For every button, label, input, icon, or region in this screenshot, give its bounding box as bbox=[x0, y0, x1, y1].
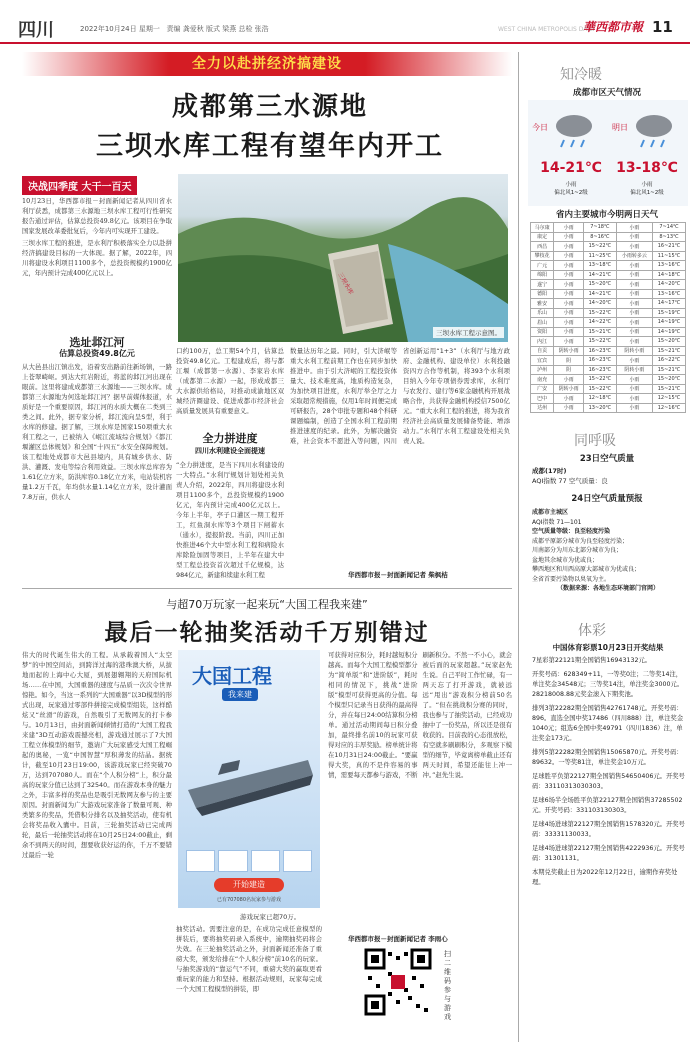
city-weather-cell: 15~21℃ bbox=[653, 365, 686, 375]
city-weather-cell: 眉山 bbox=[531, 318, 554, 328]
city-weather-cell: 14~20℃ bbox=[583, 299, 616, 309]
city-weather-cell: 15~19℃ bbox=[653, 308, 686, 318]
headline-line2: 三坝水库工程有望年内开工 bbox=[96, 131, 444, 162]
city-weather-cell: 达州 bbox=[531, 403, 554, 413]
city-weather-cell: 马尔康 bbox=[531, 223, 554, 233]
section-name: 四川 bbox=[18, 20, 54, 41]
city-weather-row bbox=[531, 365, 686, 375]
reservoir-image bbox=[178, 174, 508, 342]
lead-paragraph: 10月23日，华西都市报－封面新闻记者从四川省水利厅获悉，成都第三水源地三坝水库工程可行性研究报告通过评估，估算总投资49.8亿元。该项目在争取国家发展改革委批复后，今年内可实现开工建设。 三坝水库工程的推进，是水利厅积极落实全力以赴拼经济搞建设目标的一大体现。据了解，2022年，四川将建设水利项目1100多个，总投资规模约1900亿元，年内预计完成400亿元以上。 bbox=[22, 197, 172, 277]
city-weather-cell: 小雨 bbox=[616, 261, 652, 271]
article2-kicker: 与超70万玩家一起来玩“大国工程我来建” bbox=[166, 598, 368, 611]
subheading-2b: 四川水利建设全面提速 bbox=[195, 447, 265, 455]
city-weather-cell: 南充 bbox=[531, 375, 554, 385]
city-weather-cell: 内江 bbox=[531, 337, 554, 347]
city-weather-cell: 小雨 bbox=[616, 384, 652, 394]
city-weather-cell: 14~21℃ bbox=[583, 289, 616, 299]
article2-headline: 最后一轮抽奖活动千万别错过 bbox=[104, 619, 430, 646]
city-table-title: 省内主要城市今明两日天气 bbox=[555, 210, 658, 220]
article1-col1: 从大邑县出江镇出发，沿着安出路前往新场镇，一路上苍翠崎岖。到达大红岩附近，将蓝的邶江河出现在眼前。这里将建成成都第三水源地——三坝水库。成都第三水源地为何选址邶江河？据早前媒体报道，水质好是一个重要原因，邶江河的水质大概在二类到三类之间。此外，据专家分析，邶江流向呈S型，利于水库的修建。据了解，三坝水库是国家150项重大水利工程之一，已被纳入《岷江流域综合规划》《都江堰灌区总体规划》和全国“十四五”水安全保障规划。该工程地处成都市大邑县境内，具有城乡供水、防洪、灌溉、发电等综合利用效益。三坝水库总库容为1.61亿立方米，防洪库容0.18亿立方米，电站装机容量1.2万千瓦，年均供水量1.14亿立方米，设计灌面7.8万亩，供水人 bbox=[22, 363, 172, 501]
city-weather-cell: 13~16℃ bbox=[653, 289, 686, 299]
city-weather-row bbox=[531, 232, 686, 242]
city-weather-cell: 15~22℃ bbox=[583, 384, 616, 394]
air-title-2: 24日空气质量预报 bbox=[571, 494, 643, 504]
article2-col1: 伟大的时代诞生伟大的工程。从承载着国人“太空梦”的中国空间站，到跨洋过海的港珠澳大桥，从拔地而起的上海中心大厦，到展翅翱翔的天府国际机场……在中国，大国重器的速度与品质一次次令世界惊艳。如今，当这一系列的“大国重器”以3D模型的形式出现，玩家通过零部件拼接完成模型组装，这样酷炫又“丝滑”的游戏，自然吸引了无数网友的打卡参与。10月13日，由封面新闻倾情打造的“大国工程我来建”3D互动游戏震撼亮相，游戏通过展示了7大国工程立体模型的细节，邀请广大玩家感受大国工程崛起的奥秘，一览“中国智慧”厚积薄发的结晶。据统计，截至10月23日19:00，该游戏玩家已经突破70万，达到707080人。而在“个人积分榜”上，积分最高的玩家分值已达到了32540。而在游戏本身的魅力之外，丰富多样的奖品也是吸引无数网友参与的主要原因。封面新闻为广大游戏玩家准备了数量可观、种类繁多的奖品，凭借积分排名以及抽奖活动，使有机会将奖品收入囊中。目前，三轮抽奖活动已完成两轮，最后一轮抽奖活动将在10月25日24:00截止，剩余不到两天的时间，想要收获好运的你，千万不要错过最后一轮 bbox=[22, 651, 172, 859]
city-weather-cell: 小雨 bbox=[554, 289, 584, 299]
city-weather-cell: 阴转小雨 bbox=[616, 346, 652, 356]
rain-cloud-icon bbox=[630, 110, 678, 150]
city-weather-cell: 阴 bbox=[554, 356, 584, 366]
subheading-2: 全力拼进度 bbox=[202, 432, 258, 445]
city-weather-cell: 16~21℃ bbox=[653, 242, 686, 252]
paper-english-name: WEST CHINA METROPOLIS DAILY bbox=[498, 26, 596, 33]
city-weather-cell: 14~20℃ bbox=[653, 280, 686, 290]
article2-col3: 可获得对应积分，耗时越短积分越高。而每个大国工程模型都分为“简单版”和“进阶版”，耗时相同的情况下，挑战“进阶版”模型可获得更高的分值。每个模型只记录当日获得的最高得分，并在每日24:00结算积分榜单。通过活动期间每日积分叠加，最终排名前10的玩家可获得对应的丰厚奖励。榜单统计将在10月31日24:00截止。“要赢得大奖，真的不是件容易的事情，需要每天都参与游戏，不断刷新积分。不然一不小心，就会被后面的玩家超越。”玩家赵先生说。自己平时工作忙碌，有一两天忘了打开游戏，就被远远“甩出”游戏积分榜前50名了。“但在挑战积分赛的同时，我也参与了抽奖活动，已经成功抽中了一份奖品，所以还是很有收获的。目前我的心态很放松，有空就多刷刷积分，多观察下模型的细节，毕竟离榜单截止还有两天时间，希望还能往上冲一冲。”赵先生说。 bbox=[328, 651, 512, 779]
article1-byline: 华西都市报－封面新闻记者 柴枫桔 bbox=[348, 571, 448, 579]
weather-title: 成都市区天气情况 bbox=[572, 88, 641, 98]
city-weather-cell: 16~23℃ bbox=[583, 365, 616, 375]
city-weather-cell: 14~19℃ bbox=[653, 318, 686, 328]
city-weather-cell: 小雨 bbox=[554, 251, 584, 261]
city-weather-cell: 小雨 bbox=[616, 289, 652, 299]
city-weather-cell: 阴转小雨 bbox=[616, 365, 652, 375]
section-tag: 决战四季度 大干一百天 bbox=[22, 176, 137, 195]
city-weather-cell: 8~16℃ bbox=[583, 232, 616, 242]
city-weather-cell: 康定 bbox=[531, 232, 554, 242]
city-weather-cell: 16~22℃ bbox=[653, 356, 686, 366]
city-weather-cell: 14~22℃ bbox=[583, 318, 616, 328]
divider bbox=[22, 588, 512, 589]
lottery-item: 足球6场半全场胜平负第22127期全国销售37285502元。开奖号码：331103130303。 bbox=[532, 797, 683, 814]
city-weather-cell: 德阳 bbox=[531, 289, 554, 299]
tomorrow-desc: 小雨 bbox=[641, 182, 653, 188]
city-weather-cell: 小雨 bbox=[616, 327, 652, 337]
city-weather-cell: 小雨 bbox=[554, 337, 584, 347]
page-number: 11 bbox=[652, 18, 673, 36]
city-weather-cell: 广安 bbox=[531, 384, 554, 394]
city-weather-row bbox=[531, 242, 686, 252]
city-weather-row bbox=[531, 337, 686, 347]
page-header bbox=[0, 0, 690, 44]
city-weather-cell: 11~15℃ bbox=[653, 251, 686, 261]
headline-line1: 成都第三水源地 bbox=[171, 92, 368, 122]
city-weather-cell: 14~19℃ bbox=[653, 327, 686, 337]
city-weather-row bbox=[531, 346, 686, 356]
city-weather-cell: 小雨 bbox=[616, 308, 652, 318]
city-weather-cell: 小雨 bbox=[554, 261, 584, 271]
city-weather-cell: 阴转小雨 bbox=[554, 346, 584, 356]
game-subtitle: 我来建 bbox=[222, 688, 258, 701]
rain-cloud-icon bbox=[550, 110, 598, 150]
city-weather-row bbox=[531, 403, 686, 413]
city-weather-cell: 15~21℃ bbox=[583, 327, 616, 337]
city-weather-cell: 15~21℃ bbox=[653, 346, 686, 356]
game-screenshot bbox=[178, 650, 320, 908]
date-line: 2022年10月24日 星期一 责编 龚爱秋 版式 梁燕 总检 张浩 bbox=[80, 25, 269, 33]
article2-col2: 抽奖活动。需要注意的是，在成功完成任意模型的拼装后，要将抽奖码录入系统中，逾期抽奖码将会失效。在三轮抽奖活动之外，封面新闻还准备了重磅大奖，颁发给排在“个人积分榜”前10名的玩家。与抽奖游戏的“靠运气”不同，重磅大奖的赢取更看重玩家的能力和坚持。根据活动规则，玩家每完成一个大国工程模型的拼装，即 bbox=[176, 925, 322, 993]
city-weather-cell: 小雨 bbox=[554, 299, 584, 309]
city-weather-row bbox=[531, 356, 686, 366]
lottery-item: 足球4场进球第22127期全国销售1578320元。开奖号码：33331130033。 bbox=[532, 821, 685, 838]
city-weather-cell: 广元 bbox=[531, 261, 554, 271]
dam-sign-text: 三坝水库 bbox=[336, 271, 355, 296]
city-weather-cell: 15~22℃ bbox=[583, 242, 616, 252]
air-city: 成都(17时) bbox=[532, 467, 567, 475]
city-weather-row bbox=[531, 289, 686, 299]
city-weather-cell: 12~15℃ bbox=[653, 394, 686, 404]
qr-code[interactable] bbox=[364, 948, 432, 1016]
today-desc: 小雨 bbox=[565, 182, 577, 188]
city-weather-row bbox=[531, 308, 686, 318]
city-weather-cell: 西昌 bbox=[531, 242, 554, 252]
city-weather-cell: 小雨 bbox=[554, 308, 584, 318]
city-weather-cell: 8~13℃ bbox=[653, 232, 686, 242]
city-weather-row bbox=[531, 223, 686, 233]
article1-col2a: 口约100万，总工期54个月，估算总投资49.8亿元。工程建成后，将与都江堰（成都第一水源）、李家岩水库（成都第二水源）一起，形成成都三大水源供给格局，对推动成渝地区双城经济圈建设、促进成都市经济社会高质量发展具有重要意义。 bbox=[176, 347, 284, 415]
article1-col3: 数量达历年之最。同时，引大济岷等重大水利工程前期工作也在同步加快推进中。由于引大济岷的工程投资体量大、技术难度高，地质构造复杂，为加快项目进度，水利厅举全厅之力采取超常规措施，仅用1年时间便完成可研报告，28个审批专题和48个科研课题编制，创造了全国水利工程前期推进速度的纪录。此外，为解决融资难，社会资本不愿进入等问题，四川省创新运用“1+3”（水利厅与地方政府、金融机构、建设单位）水利投融资四方合作等机制，将393个水利项目纳入今年专项债券需求库，水利厅与农发行、建行等6家金融机构开展战略合作，共获得金融机构授信7500亿元。“重大水利工程的推进，将为我省经济社会高质量发展储备势能、增添动力。”水利厅水利工程建设处相关负责人说。 bbox=[290, 347, 510, 445]
city-weather-cell: 宜宾 bbox=[531, 356, 554, 366]
reservoir-illustration bbox=[178, 174, 508, 342]
city-weather-cell: 小雨 bbox=[616, 375, 652, 385]
city-weather-cell: 资阳 bbox=[531, 327, 554, 337]
subheading-1b: 估算总投资49.8亿元 bbox=[59, 349, 135, 358]
city-weather-cell: 小雨 bbox=[554, 327, 584, 337]
city-weather-cell: 小雨 bbox=[554, 223, 584, 233]
city-weather-cell: 小雨 bbox=[554, 232, 584, 242]
city-weather-cell: 小雨 bbox=[616, 270, 652, 280]
city-weather-cell: 7~14℃ bbox=[653, 223, 686, 233]
city-weather-table bbox=[530, 222, 686, 413]
city-weather-cell: 小雨 bbox=[616, 280, 652, 290]
city-weather-cell: 15~20℃ bbox=[653, 337, 686, 347]
subheading-1: 选址邶江河 bbox=[69, 336, 125, 349]
city-weather-cell: 小雨 bbox=[554, 280, 584, 290]
air-forecast: 成都市主城区 AQI指数 71—101 空气质量等级：良至轻度污染 成都平原部分城市为良至轻度污染； 川南部分为川东北部分城市为良； 盆地其余城市为优或良； 攀西地区和川西高原大部城市为优或良； 全省首要污染物以臭氧为主。 （数据来源：各地生态环境部门官网） bbox=[532, 509, 659, 592]
paper-logo: 華西都市報 bbox=[583, 20, 644, 34]
city-weather-cell: 小雨 bbox=[616, 232, 652, 242]
city-weather-cell: 小雨 bbox=[554, 270, 584, 280]
city-weather-cell: 小雨 bbox=[554, 403, 584, 413]
game-title: 大国工程 bbox=[192, 664, 272, 688]
city-weather-cell: 13~20℃ bbox=[583, 403, 616, 413]
city-weather-cell: 雅安 bbox=[531, 299, 554, 309]
lottery-item: 排列3第22282期全国销售42761748元。开奖号码：896。直选全国中奖17486（四川888）注，单注奖金1040元；组选6全国中奖49791（四川1836）注，单注奖金173元。 bbox=[532, 705, 684, 742]
model-thumb[interactable] bbox=[186, 850, 215, 872]
city-weather-cell: 14~18℃ bbox=[653, 270, 686, 280]
city-weather-cell: 15~20℃ bbox=[653, 375, 686, 385]
city-weather-cell: 小雨 bbox=[616, 403, 652, 413]
city-weather-cell: 15~22℃ bbox=[583, 337, 616, 347]
city-weather-cell: 遂宁 bbox=[531, 280, 554, 290]
air-title-1: 23日空气质量 bbox=[579, 454, 635, 464]
lottery-item: 开奖号码：628349+11，一等奖0注；二等奖14注，单注奖金34548元；三等奖14注，单注奖金3000元。28218008.88元奖金滚入下期奖池。 bbox=[532, 671, 684, 698]
city-weather-row bbox=[531, 270, 686, 280]
air-heading: 同呼吸 bbox=[574, 433, 616, 449]
city-weather-cell: 小雨 bbox=[554, 394, 584, 404]
article1-col2b: “全力拼进度，是当下四川水利建设的一大特点。”水利厅规划计划处相关负责人介绍，2022年，四川将建设水利项目1100多个，总投资规模约1900亿元，年内预计完成400亿元以上。今年上半年，亭子口灌区一期工程开工，红鱼洞水库等3个项目下闸蓄水（通水），提报阶段。当前，四川正加快推进46个大中型水利工程和病险水库除险加固等项目，上半年在建大中型工程总投资首次超过千亿规模，达984亿元，新建和续建水利工程 bbox=[176, 461, 284, 579]
top-banner: 全力以赴拼经济搞建设 bbox=[22, 52, 512, 76]
lottery-item: 足球胜平负第22127期全国销售54650406元。开奖号码：33110313030303。 bbox=[532, 773, 685, 790]
city-weather-cell: 15~22℃ bbox=[583, 375, 616, 385]
city-weather-cell: 13~18℃ bbox=[583, 261, 616, 271]
city-weather-cell: 阴转小雨 bbox=[554, 384, 584, 394]
city-weather-cell: 小雨 bbox=[616, 299, 652, 309]
city-weather-cell: 绵阳 bbox=[531, 270, 554, 280]
game-caption: 游戏玩家已超70万。 bbox=[240, 913, 301, 921]
column-divider bbox=[518, 52, 519, 1042]
air-aqi-line: AQI指数 77 空气质量：良 bbox=[532, 477, 608, 485]
city-weather-cell: 自贡 bbox=[531, 346, 554, 356]
city-weather-row bbox=[531, 375, 686, 385]
city-weather-cell: 小雨 bbox=[554, 318, 584, 328]
today-temp: 14-21℃ bbox=[540, 160, 602, 176]
tomorrow-label: 明日 bbox=[612, 123, 628, 132]
lottery-title: 中国体育彩票10月23日开奖结果 bbox=[552, 643, 664, 652]
lottery-results bbox=[532, 656, 686, 1042]
model-thumb[interactable] bbox=[251, 850, 280, 872]
city-weather-row bbox=[531, 394, 686, 404]
city-weather-cell: 15~20℃ bbox=[583, 280, 616, 290]
today-label: 今日 bbox=[532, 123, 548, 132]
city-weather-cell: 16~23℃ bbox=[583, 346, 616, 356]
model-thumb[interactable] bbox=[283, 850, 312, 872]
tomorrow-temp: 13-18℃ bbox=[616, 160, 678, 176]
city-weather-cell: 乐山 bbox=[531, 308, 554, 318]
city-weather-cell: 小雨 bbox=[554, 375, 584, 385]
city-weather-cell: 15~21℃ bbox=[653, 384, 686, 394]
city-weather-cell: 小雨转多云 bbox=[616, 251, 652, 261]
city-weather-row bbox=[531, 251, 686, 261]
city-weather-cell: 巴中 bbox=[531, 394, 554, 404]
city-weather-row bbox=[531, 384, 686, 394]
image-caption: 三坝水库工程示意图。 bbox=[433, 327, 504, 338]
city-weather-cell: 12~16℃ bbox=[653, 403, 686, 413]
city-weather-cell: 15~22℃ bbox=[583, 308, 616, 318]
city-weather-cell: 攀枝花 bbox=[531, 251, 554, 261]
lottery-item: 排列5第22282期全国销售15065870元。开奖号码：89632。一等奖81注，单注奖金10万元。 bbox=[532, 749, 683, 766]
city-weather-cell: 小雨 bbox=[616, 223, 652, 233]
today-wind: 偏北风1~2级 bbox=[554, 190, 588, 196]
city-weather-cell: 13~16℃ bbox=[653, 261, 686, 271]
city-weather-cell: 小雨 bbox=[616, 394, 652, 404]
model-thumbnails bbox=[186, 850, 312, 872]
city-weather-row bbox=[531, 261, 686, 271]
city-weather-row bbox=[531, 299, 686, 309]
qr-label: 扫二维码参与游戏 bbox=[444, 950, 451, 1021]
city-weather-cell: 11~25℃ bbox=[583, 251, 616, 261]
city-weather-cell: 阴 bbox=[554, 365, 584, 375]
city-weather-row bbox=[531, 280, 686, 290]
city-weather-cell: 小雨 bbox=[616, 337, 652, 347]
player-count: 已有707080名玩家参与游戏 bbox=[216, 897, 282, 903]
city-weather-cell: 小雨 bbox=[616, 356, 652, 366]
city-weather-cell: 7~18℃ bbox=[583, 223, 616, 233]
start-build-button[interactable]: 开始建造 bbox=[214, 878, 284, 892]
lottery-item: 本期兑奖截止日为2022年12月22日，逾期作弃奖处理。 bbox=[532, 869, 678, 886]
city-weather-cell: 14~21℃ bbox=[583, 270, 616, 280]
forecast-panel bbox=[528, 100, 688, 206]
lottery-heading: 体彩 bbox=[578, 623, 606, 639]
city-weather-row bbox=[531, 327, 686, 337]
city-weather-row bbox=[531, 318, 686, 328]
article2-byline: 华西都市报－封面新闻记者 李雨心 bbox=[348, 935, 448, 943]
lottery-item: 7星彩第22121期全国销售16943132元。 bbox=[532, 657, 652, 664]
aircraft-carrier-icon bbox=[178, 720, 320, 840]
city-weather-cell: 16~23℃ bbox=[583, 356, 616, 366]
city-weather-cell: 12~18℃ bbox=[583, 394, 616, 404]
weather-heading: 知冷暖 bbox=[560, 67, 602, 83]
tomorrow-wind: 偏北风1~2级 bbox=[630, 190, 664, 196]
model-thumb[interactable] bbox=[218, 850, 247, 872]
city-weather-cell: 14~17℃ bbox=[653, 299, 686, 309]
city-weather-cell: 小雨 bbox=[616, 242, 652, 252]
lottery-item: 足球4场进球第22127期全国销售4222936元。开奖号码：31301131。 bbox=[532, 845, 685, 862]
city-weather-cell: 小雨 bbox=[554, 242, 584, 252]
city-weather-cell: 泸州 bbox=[531, 365, 554, 375]
city-weather-cell: 小雨 bbox=[616, 318, 652, 328]
